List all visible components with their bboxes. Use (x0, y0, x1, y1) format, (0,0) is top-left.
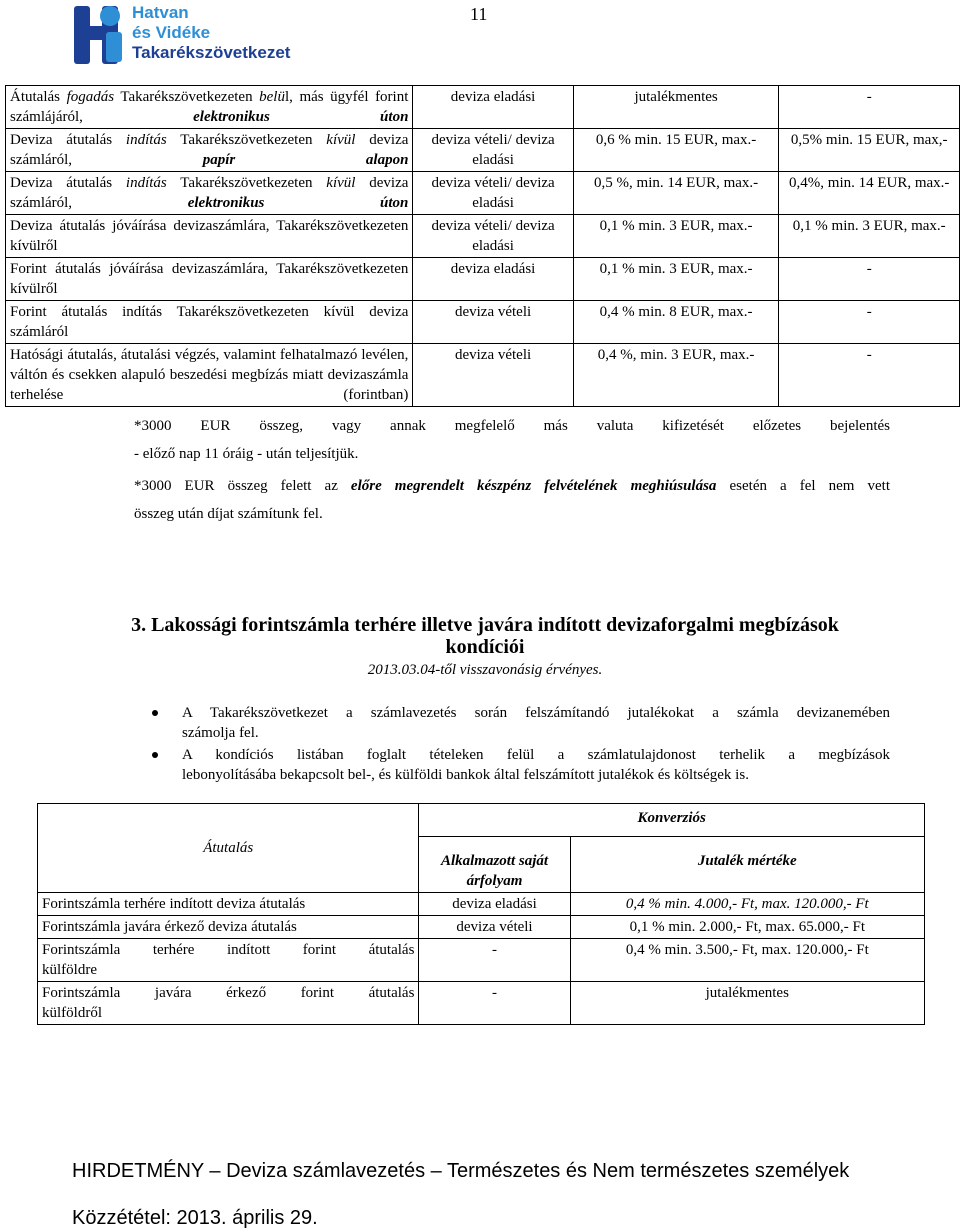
rate-type: deviza vételi (413, 344, 573, 407)
rate-type: deviza eladási (413, 86, 573, 129)
footer-date: Közzététel: 2013. április 29. (72, 1207, 318, 1229)
table-row: Forintszámla terhére indított forint átutalás külföldre - 0,4 % min. 3.500,- Ft, max. 120.000,- Ft (38, 939, 925, 982)
table-row (6, 301, 960, 344)
validity-note: 2013.03.04-től visszavonásig érvényes. (367, 662, 603, 678)
note-cash-cancel (134, 472, 890, 528)
conversion-fees-table (37, 803, 925, 1025)
bullet-icon (152, 710, 158, 716)
row-description: Deviza átutalás jóváírása devizaszámlára, Takarékszövetkezeten kívülről (6, 215, 413, 258)
list-item: A kondíciós listában foglalt tételeken felül a számlatulajdonost terhelik a megbízások lebonyolításába bekapcsolt bel-, és külföldi bankok által felszámított jutalékok és költségek is. (152, 745, 890, 785)
fee-paper: 0,4 %, min. 3 EUR, max.- (573, 344, 779, 407)
note-line: *3000 EUR összeg, vagy annak megfelelő más valuta kifizetését előzetes bejelentés (134, 418, 890, 434)
rate-type: deviza vételi (413, 301, 573, 344)
header-cell: Konverziós (419, 804, 925, 837)
header-cell: Jutalék mértéke (570, 837, 924, 893)
row-description: Deviza átutalás indítás Takarékszövetkezeten kívül deviza számláról, papír alapon (6, 129, 413, 172)
list-item: A Takarékszövetkezet a számlavezetés során felszámítandó jutalékokat a számla devizanemében számolja fel. (152, 703, 890, 743)
note-line: összeg után díjat számítunk fel. (134, 506, 323, 522)
company-logo (72, 4, 324, 66)
bullet-list (152, 703, 890, 787)
logo-text-3: Takarékszövetkezet (132, 43, 291, 62)
fee-paper: jutalékmentes (573, 86, 779, 129)
fee-electronic: - (779, 86, 960, 129)
row-description: Forint átutalás jóváírása devizaszámlára, Takarékszövetkezeten kívülről (6, 258, 413, 301)
section-title: 3. Lakossági forintszámla terhére illetve javára indított devizaforgalmi megbízások kondíciói (131, 614, 839, 658)
fee-paper: 0,4 % min. 8 EUR, max.- (573, 301, 779, 344)
header-cell: Alkalmazott saját árfolyam (419, 837, 570, 893)
table-row (6, 129, 960, 172)
rate-type: deviza vételi/ deviza eladási (413, 129, 573, 172)
fee-paper: 0,5 %, min. 14 EUR, max.- (573, 172, 779, 215)
header-cell: Átutalás (38, 804, 419, 893)
table-row: Forintszámla terhére indított deviza átutalás deviza eladási 0,4 % min. 4.000,- Ft, max. 120.000,- Ft (38, 893, 925, 916)
transfer-fees-table (5, 85, 960, 407)
rate-type: deviza vételi/ deviza eladási (413, 172, 573, 215)
bullet-icon (152, 752, 158, 758)
logo-text-2: és Vidéke (132, 23, 211, 42)
row-description: Deviza átutalás indítás Takarékszövetkezeten kívül deviza számláról, elektronikus úton (6, 172, 413, 215)
fee-electronic: 0,1 % min. 3 EUR, max.- (779, 215, 960, 258)
table-row: Forintszámla javára érkező deviza átutalás deviza vételi 0,1 % min. 2.000,- Ft, max. 65.000,- Ft (38, 916, 925, 939)
fee-electronic: 0,4%, min. 14 EUR, max.- (779, 172, 960, 215)
fee-paper: 0,1 % min. 3 EUR, max.- (573, 215, 779, 258)
row-description: Forint átutalás indítás Takarékszövetkezeten kívül deviza számláról (6, 301, 413, 344)
rate-type: deviza vételi/ deviza eladási (413, 215, 573, 258)
fee-electronic: - (779, 258, 960, 301)
note-line: - előző nap 11 óráig - után teljesítjük. (134, 446, 359, 462)
logo-mark (74, 6, 122, 64)
page-number: 11 (470, 4, 488, 24)
footer-title: HIRDETMÉNY – Deviza számlavezetés – Természetes és Nem természetes személyek (72, 1160, 850, 1182)
row-description: Átutalás fogadás Takarékszövetkezeten belül, más ügyfél forint számlájáról, elektronikus úton (6, 86, 413, 129)
note-cash-notice (134, 412, 890, 468)
table-row (6, 344, 960, 407)
fee-electronic: - (779, 301, 960, 344)
fee-paper: 0,1 % min. 3 EUR, max.- (573, 258, 779, 301)
table-row (6, 172, 960, 215)
rate-type: deviza eladási (413, 258, 573, 301)
row-description: Hatósági átutalás, átutalási végzés, valamint felhatalmazó levélen, váltón és csekken alapuló beszedési megbízás miatt devizaszámla terhelése (forintban) (6, 344, 413, 407)
fee-electronic: - (779, 344, 960, 407)
table-row (6, 215, 960, 258)
note-line: *3000 EUR összeg felett az előre megrendelt készpénz felvételének meghiúsulása esetén a fel nem vett (134, 478, 890, 494)
fee-electronic: 0,5% min. 15 EUR, max,- (779, 129, 960, 172)
table-row (6, 86, 960, 129)
table-row (6, 258, 960, 301)
table-row: Forintszámla javára érkező forint átutalás külföldről - jutalékmentes (38, 982, 925, 1025)
fee-paper: 0,6 % min. 15 EUR, max.- (573, 129, 779, 172)
logo-text-1: Hatvan (132, 3, 189, 22)
